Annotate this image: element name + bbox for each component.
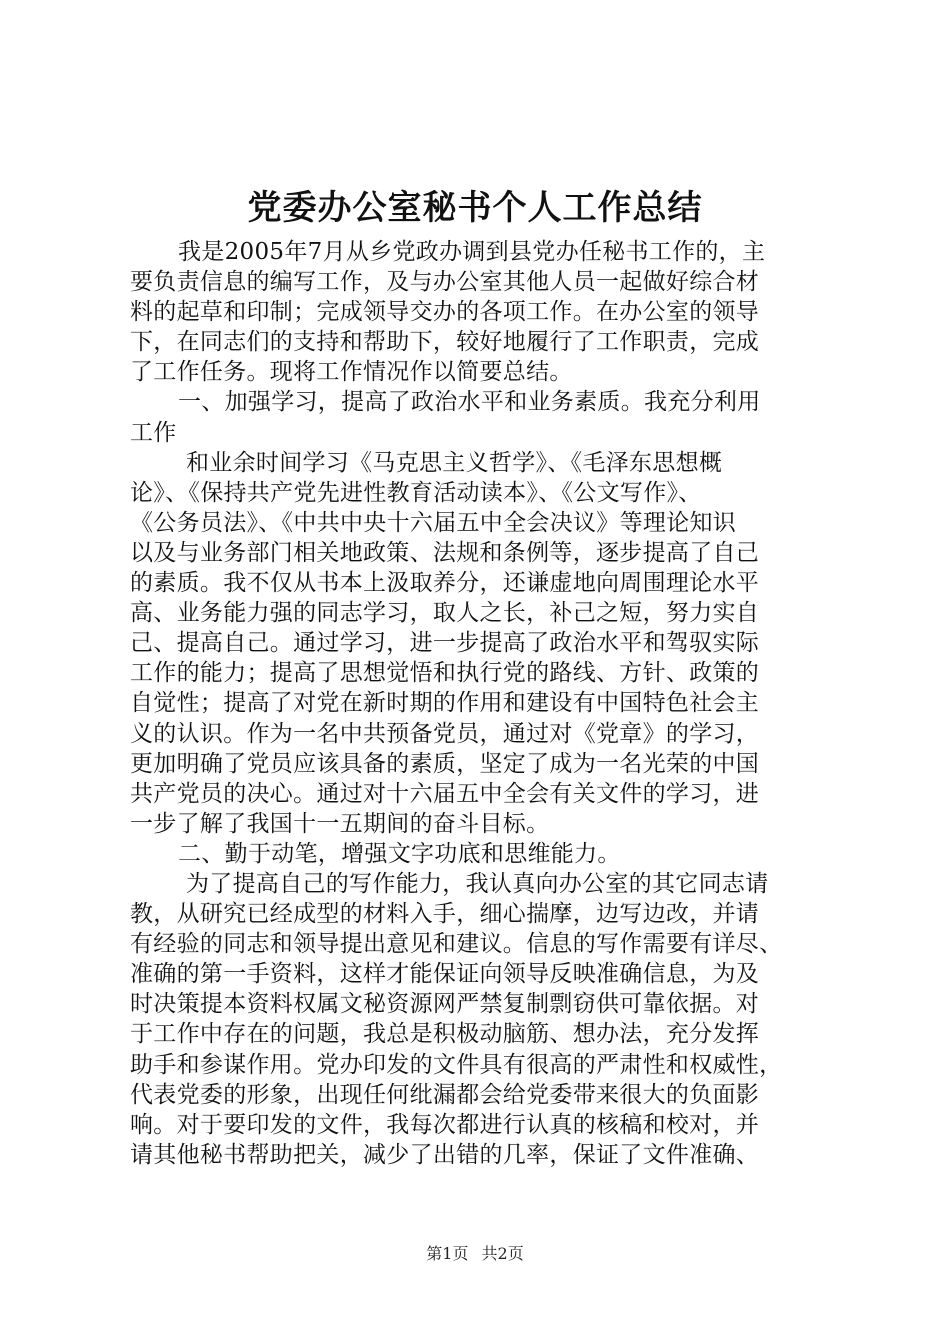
body-line: 《公务员法》、《中共中央十六届五中全会决议》等理论知识	[130, 509, 737, 536]
body-line: 义的认识。作为一名中共预备党员，通过对《党章》的学习，	[130, 720, 760, 747]
body-line: 有经验的同志和领导提出意见和建议。信息的写作需要有详尽、	[130, 931, 783, 958]
body-line: 料的起草和印制；完成领导交办的各项工作。在办公室的领导	[130, 299, 760, 326]
body-line: 一步了解了我国十一五期间的奋斗目标。	[130, 810, 550, 837]
body-line: 于工作中存在的问题，我总是积极动脑筋、想办法，充分发挥	[130, 1021, 760, 1048]
section-heading-1: 一、加强学习，提高了政治水平和业务素质。我充分利用	[178, 389, 761, 416]
body-line: 高、业务能力强的同志学习，取人之长，补己之短，努力实自	[130, 600, 760, 627]
page-footer	[0, 1243, 950, 1265]
body-line: 了工作任务。现将工作情况作以简要总结。	[130, 359, 573, 386]
page-number-current: 第1页	[426, 1244, 469, 1263]
section-heading-2: 二、勤于动笔，增强文字功底和思维能力。	[178, 840, 621, 867]
body-line: 的素质。我不仅从书本上汲取养分，还谦虚地向周围理论水平	[130, 570, 760, 597]
body-line: 助手和参谋作用。党办印发的文件具有很高的严肃性和权威性，	[130, 1051, 783, 1078]
body-line: 请其他秘书帮助把关，减少了出错的几率，保证了文件准确、	[130, 1141, 760, 1168]
body-line: 时决策提本资料权属文秘资源网严禁复制剽窃供可靠依据。对	[130, 991, 760, 1018]
body-line: 为了提高自己的写作能力，我认真向办公室的其它同志请	[186, 870, 769, 897]
body-line: 教，从研究已经成型的材料入手，细心揣摩，边写边改，并请	[130, 901, 760, 928]
body-line: 工作的能力；提高了思想觉悟和执行党的路线、方针、政策的	[130, 660, 760, 687]
document-title: 党委办公室秘书个人工作总结	[247, 188, 703, 228]
body-line: 下，在同志们的支持和帮助下，较好地履行了工作职责，完成	[130, 329, 760, 356]
body-line: 代表党委的形象，出现任何纰漏都会给党委带来很大的负面影	[130, 1081, 760, 1108]
body-line: 共产党员的决心。通过对十六届五中全会有关文件的学习，进	[130, 780, 760, 807]
body-line: 和业余时间学习《马克思主义哲学》、《毛泽东思想概	[186, 449, 723, 476]
page-number-total: 共2页	[481, 1244, 524, 1263]
document-body	[130, 237, 830, 1170]
body-line: 工作	[130, 419, 177, 446]
body-line: 响。对于要印发的文件，我每次都进行认真的核稿和校对，并	[130, 1111, 760, 1138]
body-line: 更加明确了党员应该具备的素质，坚定了成为一名光荣的中国	[130, 750, 760, 777]
body-line: 准确的第一手资料，这样才能保证向领导反映准确信息，为及	[130, 961, 760, 988]
body-line: 我是2005年7月从乡党政办调到县党办任秘书工作的，主	[178, 239, 766, 265]
body-line: 以及与业务部门相关地政策、法规和条例等，逐步提高了自己	[130, 539, 760, 566]
body-line: 自觉性；提高了对党在新时期的作用和建设有中国特色社会主	[130, 690, 760, 717]
body-line: 要负责信息的编写工作，及与办公室其他人员一起做好综合材	[130, 269, 760, 296]
body-line: 论》、《保持共产党先进性教育活动读本》、《公文写作》、	[130, 479, 702, 506]
body-line: 己、提高自己。通过学习，进一步提高了政治水平和驾驭实际	[130, 630, 760, 657]
